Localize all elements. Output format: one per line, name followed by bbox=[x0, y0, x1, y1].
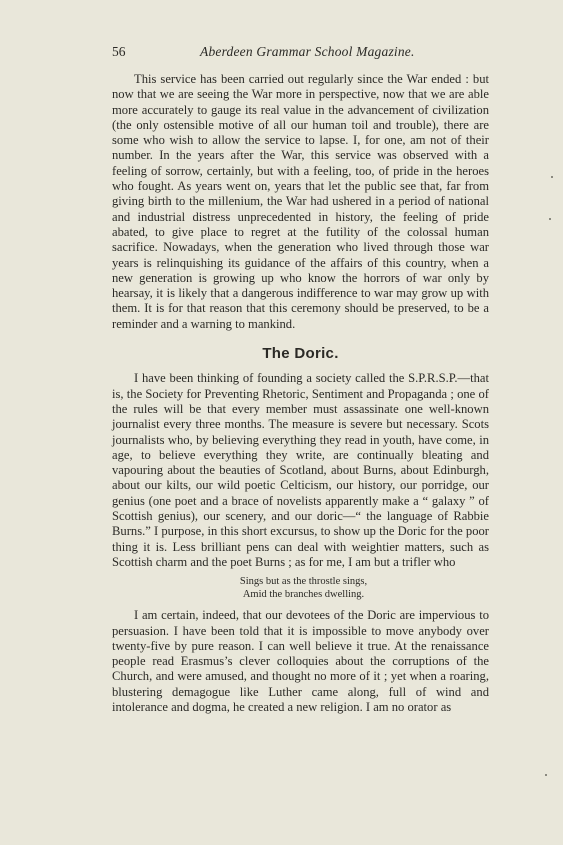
verse-quotation bbox=[112, 576, 489, 601]
margin-speck bbox=[549, 218, 551, 220]
paragraph-persuasion: I am certain, indeed, that our devotees of the Doric are impervious to persuasion. I have been told that it is impossible to move anybody over twenty-five by pure reason. I can well believe it true. At the renaissance people read Erasmus’s clever colloquies about the corruptions of the Church, and were amused, and thought no more of it ; yet when a roaring, blustering demagogue like Luther came along, full of wind and intolerance and dogma, he created a new religion. I am no orator as bbox=[112, 608, 489, 714]
running-title: Aberdeen Grammar School Magazine. bbox=[200, 44, 415, 59]
paragraph-doric-society: I have been thinking of founding a society called the S.P.R.S.P.—that is, the Society for Preventing Rhetoric, Sentiment and Propaganda ; one of the rules will be that every member must assassinate one well-known journalist every three months. The measure is severe but necessary. Scots journalists who, by believing everything they read in youth, have come, in age, to believe everything they write, are continually bleating and vapouring about the beauties of Scotland, about Burns, about Edinburgh, about our kilts, our wild poetic Celticism, our history, our porridge, our genius (one poet and a brace of novelists apparently make a “ galaxy ” of Scottish genius), our scenery, and our doric—“ the language of Rabbie Burns.” I purpose, in this short excursus, to show up the Doric for the poor thing it is. Less brilliant pens can deal with weightier matters, such as Scottish charm and the poet Burns ; as for me, I am but a trifler who bbox=[112, 371, 489, 569]
margin-speck bbox=[545, 774, 547, 776]
margin-speck bbox=[551, 176, 553, 178]
verse-line: Sings but as the throstle sings, bbox=[239, 576, 368, 588]
verse-line: Amid the branches dwelling. bbox=[242, 588, 365, 600]
page-header bbox=[112, 44, 452, 62]
paragraph-remembrance-service: This service has been carried out regularly since the War ended : but now that we are seeing the War more in perspective, now that we are able more accurately to gauge its real value in the advancement of civilization (the only ostensible motive of all our human toil and trouble), there are some who wish to allow the service to lapse. I, for one, am not of their number. In the years after the War, this service was observed with a feeling of sorrow, certainly, but with a feeling, too, of pride in the heroes who fought. As years went on, years that let the public see that, far from giving birth to the millenium, the War had ushered in a period of national and industrial distress unprecedented in history, the feeling of pride abated, to give place to regret at the futility of the colossal human sacrifice. Nowadays, when the generation who lived through those war years is relinquishing its guidance of the affairs of this country, when a new generation is growing up who know the horrors of war only by hearsay, it is likely that a dangerous indifference to war may grow up with them. It is for that reason that this ceremony should be preserved, to be a reminder and a warning to mankind. bbox=[112, 72, 489, 331]
page-number: 56 bbox=[112, 44, 126, 59]
section-heading: The Doric. bbox=[262, 345, 339, 363]
article-body bbox=[112, 72, 489, 715]
